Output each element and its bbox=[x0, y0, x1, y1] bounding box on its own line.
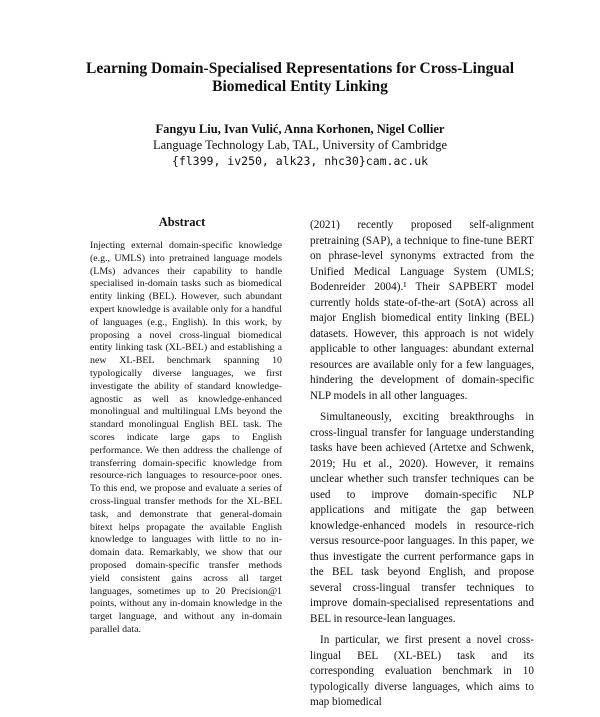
affiliation: Language Technology Lab, TAL, University of Cambridge bbox=[152, 138, 448, 152]
paragraph-2: Simultaneously, exciting breakthroughs in cross-lingual transfer for language understanding tasks have been achieved (Artetxe and Schwenk, 2019; Hu et al., 2020). However, it remains unclear whether such transfer techniques can be used to improve domain-specific NLP applications and mitigate the gap between knowledge-enhanced models in resource-rich versus resource-poor languages. In this paper, we thus investigate the current performance gaps in the BEL task beyond English, and propose several cross-lingual transfer techniques to improve domain-specialised representations and BEL in resource-lean languages. bbox=[310, 411, 534, 625]
abstract-text: Injecting external domain-specific knowledge (e.g., UMLS) into pretrained language models (LMs) advances their capability to handle specialised in-domain tasks such as biomedical entity linking (BEL). However, such abundant expert knowledge is available only for a handful of languages (e.g., English). In this work, by proposing a novel cross-lingual biomedical entity linking task (XL-BEL) and establishing a new XL-BEL benchmark spanning 10 typologically diverse languages, we first investigate the ability of standard knowledge-agnostic as well as knowledge-enhanced monolingual and multilingual LMs beyond the standard monolingual English BEL task. The scores indicate large gaps to English performance. We then address the challenge of transferring domain-specific knowledge from resource-rich languages to resource-poor ones. To this end, we propose and evaluate a series of cross-lingual transfer methods for the XL-BEL task, and demonstrate that general-domain bitext helps propagate the available English knowledge to languages with little to no in-domain data. Remarkably, we show that our proposed domain-specific transfer methods yield consistent gains across all target languages, sometimes up to 20 Precision@1 points, without any in-domain knowledge in the target language, and without any in-domain parallel data. bbox=[90, 240, 282, 635]
right-column bbox=[310, 218, 534, 717]
title-line-1: Learning Domain-Specialised Representations for Cross-Lingual bbox=[86, 60, 514, 77]
paragraph-1: (2021) recently proposed self-alignment pretraining (SAP), a technique to fine-tune BERT on phrase-level synonyms extracted from the Unified Medical Language System (UMLS; Bodenreider 2004).¹ Their SAPBERT model currently holds state-of-the-art (SotA) across all major English biomedical entity linking (BEL) datasets. However, this approach is not widely applicable to other languages: abundant external resources are available only for a few languages, hindering the development of domain-specific NLP models in all other languages. bbox=[310, 219, 534, 402]
author-names: Fangyu Liu, Ivan Vulić, Anna Korhonen, Nigel Collier bbox=[155, 122, 445, 136]
paper-title bbox=[0, 60, 600, 96]
author-block bbox=[0, 121, 600, 169]
title-line-2: Biomedical Entity Linking bbox=[212, 78, 388, 95]
author-emails: {fl399, iv250, alk23, nhc30}cam.ac.uk bbox=[171, 154, 429, 168]
paragraph-3: In particular, we first present a novel cross-lingual BEL (XL-BEL) task and its corresponding evaluation benchmark in 10 typologically diverse languages, which aims to map biomedical bbox=[310, 634, 534, 708]
abstract-heading: Abstract bbox=[158, 215, 206, 229]
